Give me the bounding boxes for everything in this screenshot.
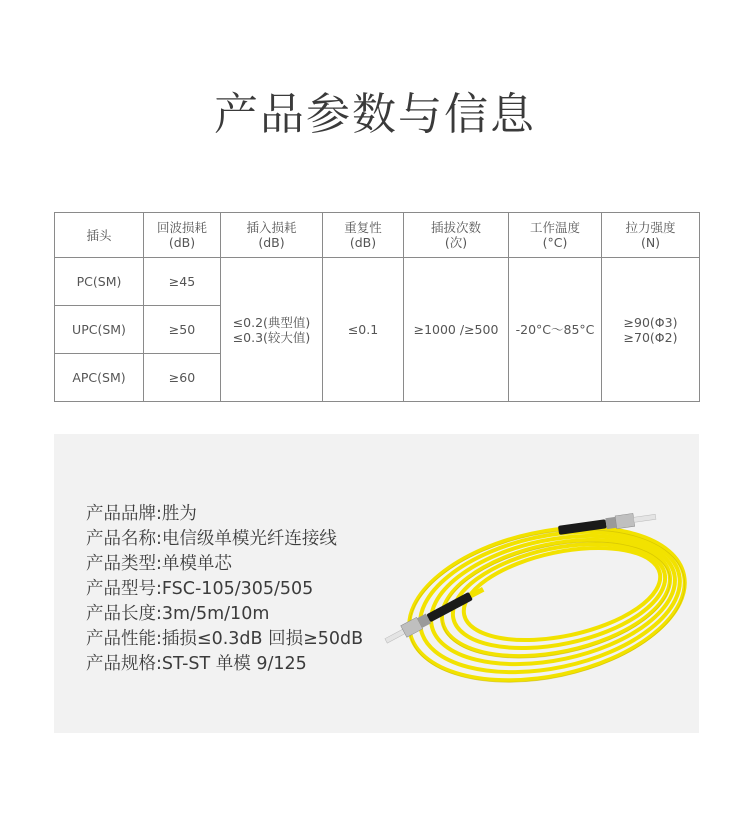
info-row-type: 产品类型:单模单芯	[86, 554, 232, 574]
info-row-spec: 产品规格:ST-ST 单模 9/125	[86, 654, 307, 674]
header-tensile: 拉力强度 (N)	[602, 213, 700, 258]
fiber-cable-image	[372, 486, 692, 686]
header-temperature: 工作温度 (°C)	[509, 213, 602, 258]
cable-coil	[395, 504, 692, 686]
info-row-name: 产品名称:电信级单模光纤连接线	[86, 529, 337, 549]
cell-return-loss: ≥45	[144, 258, 221, 306]
info-row-performance: 产品性能:插损≤0.3dB 回损≥50dB	[86, 629, 364, 649]
cell-mating-cycles: ≥1000 /≥500	[404, 258, 509, 402]
header-return-loss: 回波损耗 (dB)	[144, 213, 221, 258]
cell-tensile: ≥90(Φ3) ≥70(Φ2)	[602, 258, 700, 402]
header-insertion-loss: 插入损耗 (dB)	[221, 213, 323, 258]
header-plug: 插头	[55, 213, 144, 258]
cell-repeatability: ≤0.1	[323, 258, 404, 402]
cell-plug: UPC(SM)	[55, 306, 144, 354]
cell-return-loss: ≥60	[144, 354, 221, 402]
product-info-panel	[54, 434, 699, 733]
cell-plug: PC(SM)	[55, 258, 144, 306]
spec-table	[54, 212, 700, 402]
table-row	[55, 258, 700, 306]
info-row-length: 产品长度:3m/5m/10m	[86, 604, 270, 624]
cell-insertion-loss: ≤0.2(典型值) ≤0.3(较大值)	[221, 258, 323, 402]
header-mating-cycles: 插拔次数 (次)	[404, 213, 509, 258]
header-repeatability: 重复性 (dB)	[323, 213, 404, 258]
info-row-model: 产品型号:FSC-105/305/505	[86, 579, 314, 599]
cell-temperature: -20°C～85°C	[509, 258, 602, 402]
info-row-brand: 产品品牌:胜为	[86, 504, 197, 524]
product-info-list	[86, 502, 363, 677]
cell-return-loss: ≥50	[144, 306, 221, 354]
page-title: 产品参数与信息	[214, 89, 536, 140]
table-header-row	[55, 213, 700, 258]
cell-plug: APC(SM)	[55, 354, 144, 402]
